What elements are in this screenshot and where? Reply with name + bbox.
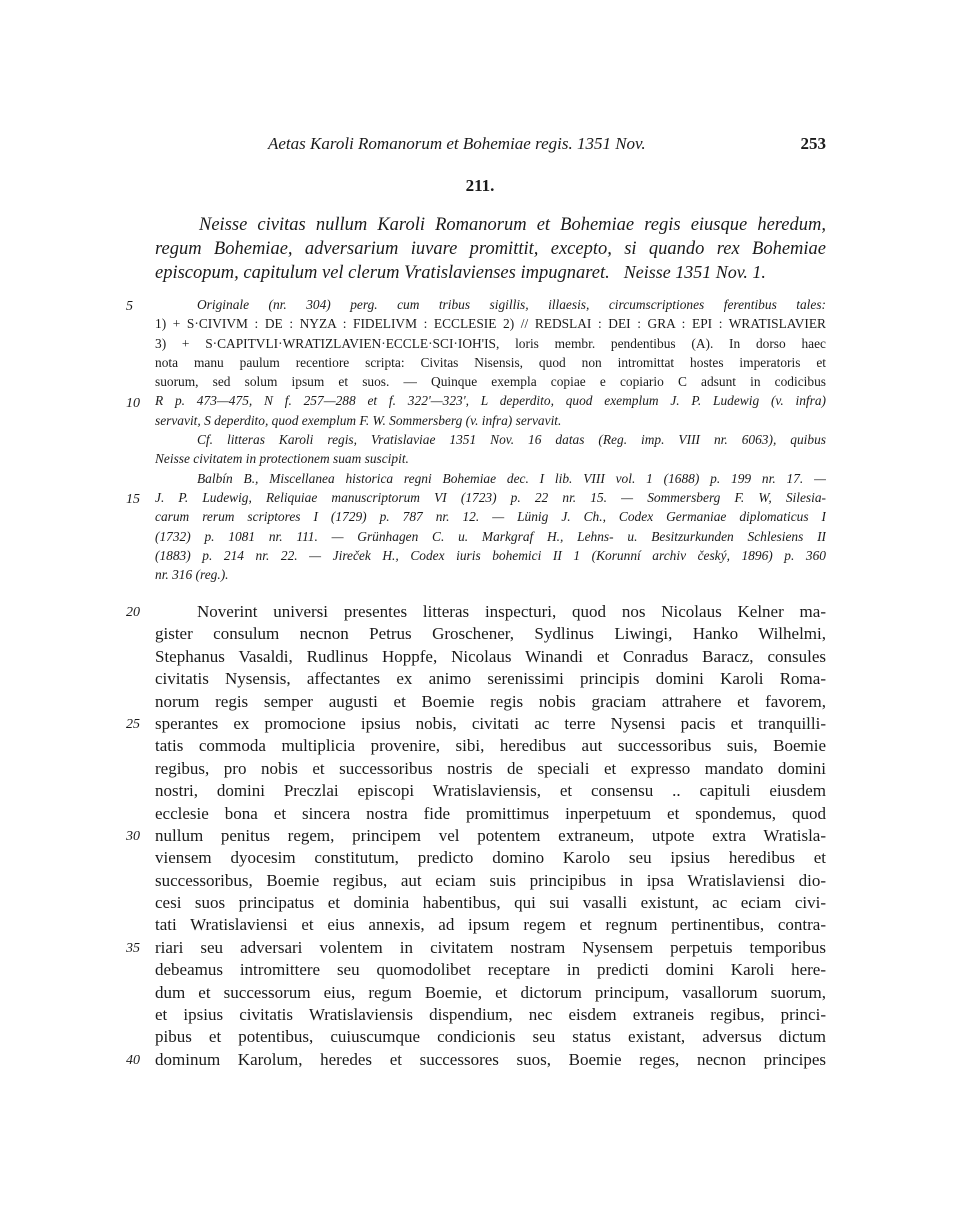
apparatus-line: servavit, S deperdito, quod exemplum F. W. Sommersberg (v. infra) servavit. — [155, 412, 562, 428]
apparatus-line: Cf. litteras Karoli regis, Vratislaviae 1351 Nov. 16 datas (Reg. imp. VIII nr. 6063), quibus — [197, 432, 826, 448]
regest-line — [155, 261, 826, 285]
apparatus-line: nota manu paulum recentiore scripta: Civitas Nisensis, quod non intromittat hostes imperatoris et — [155, 354, 826, 370]
line-number: 35 — [126, 941, 140, 956]
text-line: regibus, pro nobis et successoribus nostris de speciali et expresso mandato domini — [155, 758, 826, 778]
regest-date: Neisse 1351 Nov. 1. — [623, 262, 766, 282]
line-number: 25 — [126, 717, 140, 732]
text-line: Stephanus Vasaldi, Rudlinus Hoppfe, Nicolaus Winandi et Conradus Baracz, consules — [155, 646, 826, 666]
document-number: 211. — [465, 176, 495, 195]
text-line: debeamus intromittere seu quomodolibet receptare in predicti domini Karoli here- — [155, 960, 826, 980]
regest-line: Neisse civitas nullum Karoli Romanorum et Bohemiae regis eiusque heredum, — [199, 215, 826, 235]
line-number: 5 — [126, 299, 133, 314]
apparatus-line: Originale (nr. 304) perg. cum tribus sigillis, illaesis, circumscriptiones ferentibus tales: — [197, 297, 826, 312]
apparatus-line: (1883) p. 214 nr. 22. — Jireček H., Codex iuris bohemici II 1 (Korunní archiv český, 1896) p. 360 — [155, 547, 826, 563]
text-line: norum regis semper augusti et Boemie regis nobis graciam attrahere et favorem, — [155, 691, 826, 711]
apparatus-line: Neisse civitatem in protectionem suam suscipit. — [155, 451, 409, 467]
charter-text — [155, 601, 826, 1071]
line-number: 10 — [126, 396, 140, 411]
text-line: nostri, domini Preczlai episcopi Wratislaviensis, et consensu .. capituli eiusdem — [155, 781, 826, 801]
apparatus-line: (1732) p. 1081 nr. 111. — Grünhagen C. u. Markgraf H., Lehns- u. Besitzurkunden Schlesiens II — [155, 528, 826, 544]
regest — [155, 214, 826, 285]
text-line: civitatis Nysensis, affectantes ex animo serenissimi principis domini Karoli Roma- — [155, 669, 826, 689]
regest-line: regum Bohemiae, adversarium iuvare promittit, excepto, si quando rex Bohemiae — [155, 238, 826, 259]
text-line: nullum penitus regem, principem vel potentem extraneum, utpote extra Wratisla- — [155, 825, 826, 845]
text-line: cesi suos principatus et dominia habentibus, qui sui vasalli existunt, ac eciam civi- — [155, 893, 826, 913]
line-number: 30 — [126, 829, 140, 844]
page-number: 253 — [800, 134, 826, 153]
text-line: et ipsius civitatis Wratislaviensis dispendium, nec eisdem extraneis regibus, princi- — [155, 1005, 826, 1025]
apparatus-line: 3) + S·CAPITVLI·WRATIZLAVIEN·ECCLE·SCI·IOH'IS, loris membr. pendentibus (A). In dorso haec — [155, 335, 826, 351]
text-line: pibus et potentibus, cuiuscumque condicionis seu status existant, adversus dictum — [155, 1027, 826, 1047]
text-line: riari seu adversari volentem in civitatem nostram Nysensem perpetuis temporibus — [155, 937, 826, 957]
apparatus-line: R p. 473—475, N f. 257—288 et f. 322'—323', L deperdito, quod exemplum J. P. Ludewig (v. infra) — [155, 393, 826, 409]
line-number: 15 — [126, 492, 140, 507]
text-line: tatis commoda multiplicia provenire, sibi, heredibus aut successoribus suis, Boemie — [155, 736, 826, 756]
text-line: ecclesie bona et sincera nostra fide promittimus inperpetuum et spondemus, quod — [155, 803, 826, 823]
apparatus-line: Balbín B., Miscellanea historica regni Bohemiae dec. I lib. VIII vol. 1 (1688) p. 199 nr. 17. — — [197, 470, 826, 486]
text-line: Noverint universi presentes litteras inspecturi, quod nos Nicolaus Kelner ma- — [197, 602, 826, 621]
text-line: successoribus, Boemie regibus, aut eciam suis principibus in ipsa Wratislaviensi dio- — [155, 870, 826, 890]
line-number: 40 — [126, 1053, 140, 1068]
apparatus-line: nr. 316 (reg.). — [155, 567, 229, 583]
apparatus-line: suorum, sed solum ipsum et suos. — Quinque exempla copiae e copiario C adsunt in codicibus — [155, 374, 826, 390]
apparatus-line: J. P. Ludewig, Reliquiae manuscriptorum VI (1723) p. 22 nr. 15. — Sommersberg F. W, Silesia- — [155, 489, 826, 505]
critical-apparatus — [155, 295, 826, 584]
text-line: dum et successorum eius, regum Boemie, et dictorum principum, vasallorum suorum, — [155, 982, 826, 1002]
regest-line-text: episcopum, capitulum vel clerum Vratislavienses impugnaret. — [155, 263, 610, 283]
text-line: sperantes ex promocione ipsius nobis, civitati ac terre Nysensi pacis et tranquilli- — [155, 713, 826, 733]
line-number: 20 — [126, 605, 140, 620]
text-line: dominum Karolum, heredes et successores suos, Boemie reges, necnon principes — [155, 1049, 826, 1069]
text-line: tati Wratislaviensi et eius annexis, ad ipsum regem et regnum pertinentibus, contra- — [155, 915, 826, 935]
text-line: viensem dyocesim constitutum, predicto domino Karolo seu ipsius heredibus et — [155, 848, 826, 868]
apparatus-line: 1) + S·CIVIVM : DE : NYZA : FIDELIVM : ECCLESIE 2) // REDSLAI : DEI : GRA : EPI : WRATISLAVIER — [155, 316, 826, 332]
running-head: Aetas Karoli Romanorum et Bohemiae regis. 1351 Nov. — [268, 134, 646, 153]
text-line: gister consulum necnon Petrus Groschener, Sydlinus Liwingi, Hanko Wilhelmi, — [155, 624, 826, 644]
apparatus-line: carum rerum scriptores I (1729) p. 787 nr. 12. — Lünig J. Ch., Codex Germaniae diplomaticus I — [155, 509, 826, 525]
